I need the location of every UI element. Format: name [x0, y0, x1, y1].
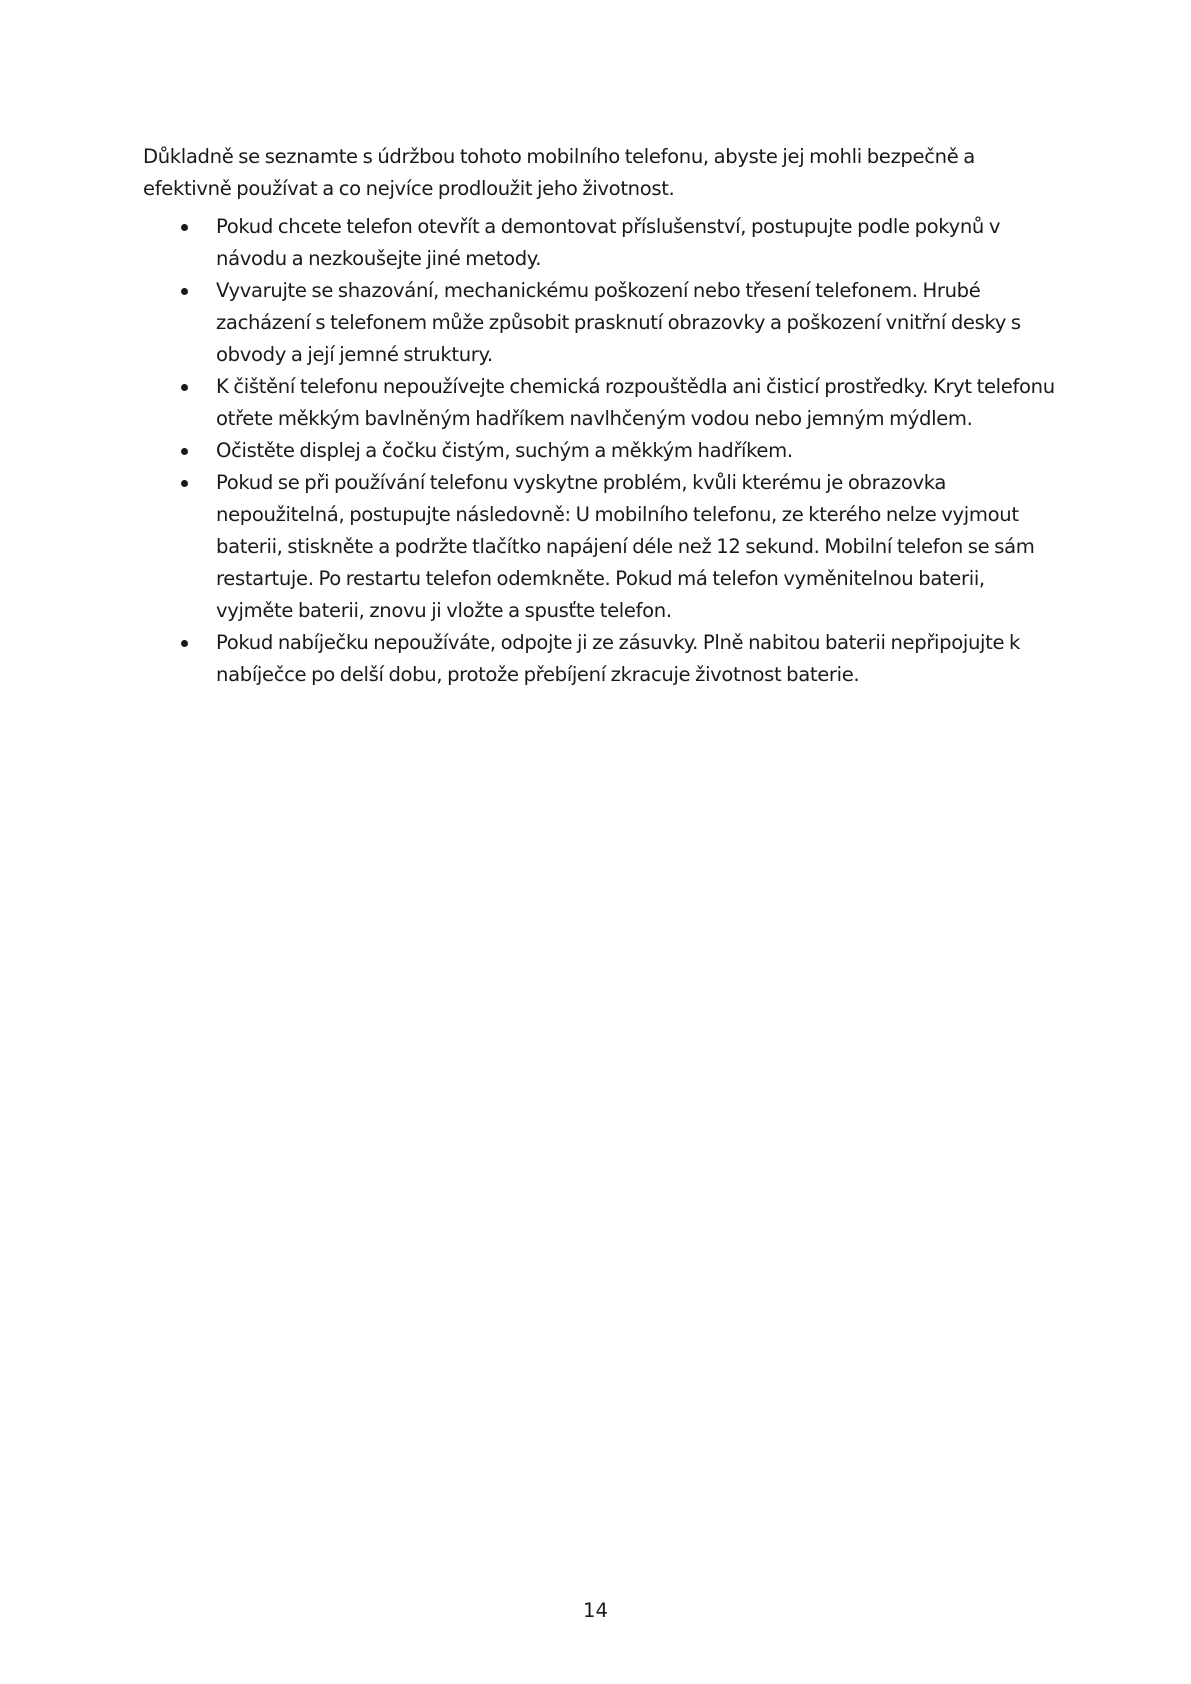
list-item-text: Pokud chcete telefon otevřít a demontovat příslušenství, postupujte podle pokynů v návodu a nezkoušejte jiné metody.: [216, 215, 1001, 270]
bullet-icon: [181, 288, 188, 295]
intro-paragraph: Důkladně se seznamte s údržbou tohoto mobilního telefonu, abyste jej mohli bezpečně a efektivně používat a co nejvíce prodloužit jeho životnost.: [143, 145, 975, 200]
list-item-text: Vyvarujte se shazování, mechanickému poškození nebo třesení telefonem. Hrubé zacházení s telefonem může způsobit prasknutí obrazovky a poškození vnitřní desky s obvody a její jemné struktury.: [216, 279, 1021, 366]
maintenance-bullet-list: [143, 211, 1063, 691]
list-item: [143, 371, 1063, 435]
list-item-text: Očistěte displej a čočku čistým, suchým a měkkým hadříkem.: [216, 439, 793, 462]
list-item: [143, 435, 1063, 467]
list-item: [143, 627, 1063, 691]
list-item-text: Pokud se při používání telefonu vyskytne problém, kvůli kterému je obrazovka nepoužitelná, postupujte následovně: U mobilního telefonu, ze kterého nelze vyjmout baterii, stiskněte a podržte tlačítko napájení déle než 12 sekund. Mobilní telefon se sám restartuje. Po restartu telefon odemkněte. Pokud má telefon vyměnitelnou baterii, vyjměte baterii, znovu ji vložte a spusťte telefon.: [216, 471, 1035, 622]
page-content: [143, 141, 1063, 691]
bullet-icon: [181, 480, 188, 487]
page-number: 14: [583, 1599, 608, 1622]
list-item: [143, 467, 1063, 627]
bullet-icon: [181, 640, 188, 647]
bullet-icon: [181, 384, 188, 391]
list-item: [143, 211, 1063, 275]
list-item-text: Pokud nabíječku nepoužíváte, odpojte ji ze zásuvky. Plně nabitou baterii nepřipojujte k nabíječce po delší dobu, protože přebíjení zkracuje životnost baterie.: [216, 631, 1021, 686]
bullet-icon: [181, 448, 188, 455]
bullet-icon: [181, 224, 188, 231]
list-item: [143, 275, 1063, 371]
list-item-text: K čištění telefonu nepoužívejte chemická rozpouštědla ani čisticí prostředky. Kryt telefonu otřete měkkým bavlněným hadříkem navlhčeným vodou nebo jemným mýdlem.: [216, 375, 1055, 430]
